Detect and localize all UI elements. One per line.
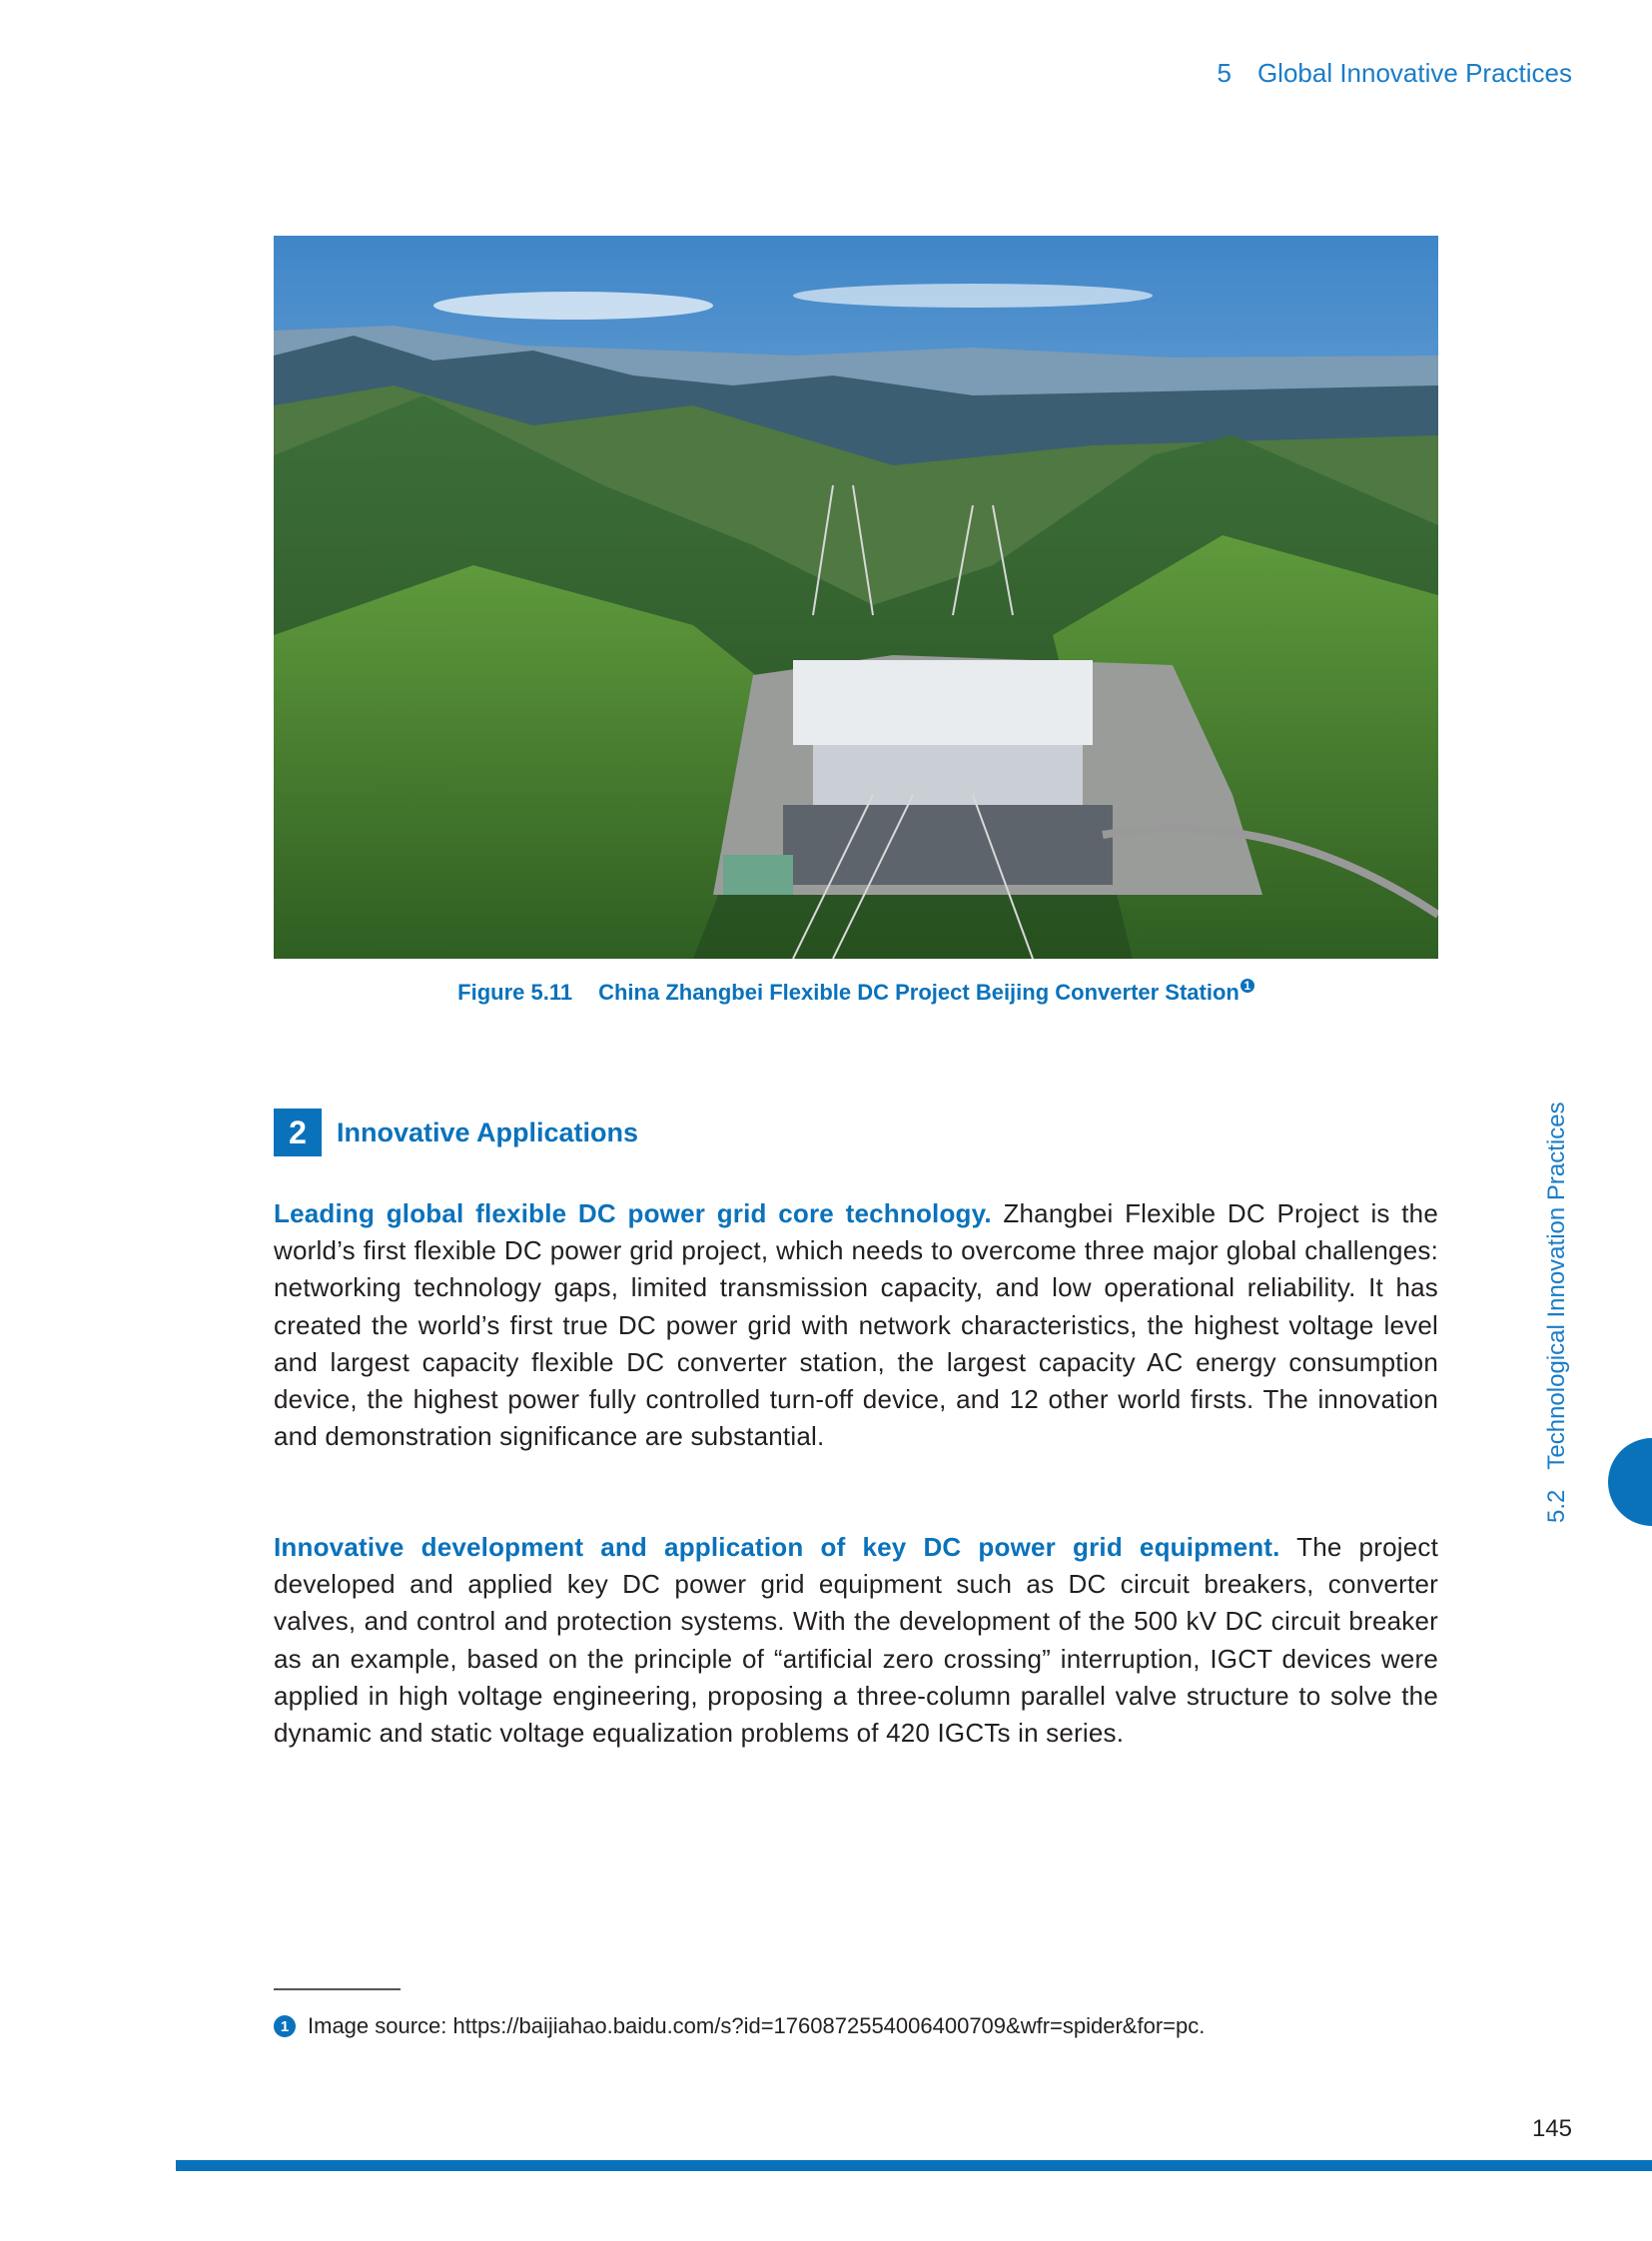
paragraph-body: Zhangbei Flexible DC Project is the world’s first flexible DC power grid project, which needs to overcome three major global challenges: networking technology gaps, limited transmission capacity, and low operational reliability. It has created the world’s first true DC power grid with network characteristics, the highest voltage level and largest capacity flexible DC converter station, the largest capacity AC energy consumption device, the highest power fully controlled turn-off device, and 12 other world firsts. The innovation and demonstration significance are substantial. <box>274 1198 1438 1452</box>
footnote-ref[interactable]: 1 <box>1240 979 1254 993</box>
footnote <box>274 2013 1205 2039</box>
paragraph <box>274 1529 1438 1752</box>
paragraph-body: The project developed and applied key DC power grid equipment such as DC circuit breakers, converter valves, and control and protection systems. With the development of the 500 kV DC circuit breaker as an example, based on the principle of “artificial zero crossing” interruption, IGCT devices were applied in high voltage engineering, proposing a three-column parallel valve structure to solve the dynamic and static voltage equalization problems of 420 IGCTs in series. <box>274 1532 1438 1749</box>
paragraph-lead: Innovative development and application of key DC power grid equipment. <box>274 1532 1280 1562</box>
paragraph <box>274 1195 1438 1455</box>
side-tab-marker <box>1608 1438 1652 1526</box>
paragraph-lead: Leading global flexible DC power grid core technology. <box>274 1198 992 1228</box>
bottom-bar <box>176 2160 1652 2171</box>
section-heading <box>274 1109 638 1156</box>
section-title: Innovative Applications <box>337 1117 639 1147</box>
chapter-number: 5 <box>1217 58 1232 88</box>
running-header <box>1217 58 1572 89</box>
side-section-label <box>1543 1102 1571 1523</box>
converter-station-photo <box>274 236 1438 959</box>
footnote-text: Image source: https://baijiahao.baidu.com/s?id=1760872554006400709&wfr=spider&for=pc. <box>308 2013 1206 2038</box>
chapter-title: Global Innovative Practices <box>1256 58 1572 88</box>
figure-title: China Zhangbei Flexible DC Project Beijing Converter Station <box>598 980 1239 1005</box>
section-number-badge: 2 <box>274 1109 322 1156</box>
page-number: 145 <box>1531 2115 1572 2142</box>
footnote-marker: 1 <box>274 2015 296 2037</box>
side-section-number: 5.2 <box>1543 1489 1570 1523</box>
footnote-divider <box>274 1988 401 1990</box>
figure-number: Figure 5.11 <box>457 980 573 1005</box>
side-section-title: Technological Innovation Practices <box>1543 1102 1570 1470</box>
figure-caption <box>274 979 1438 1006</box>
